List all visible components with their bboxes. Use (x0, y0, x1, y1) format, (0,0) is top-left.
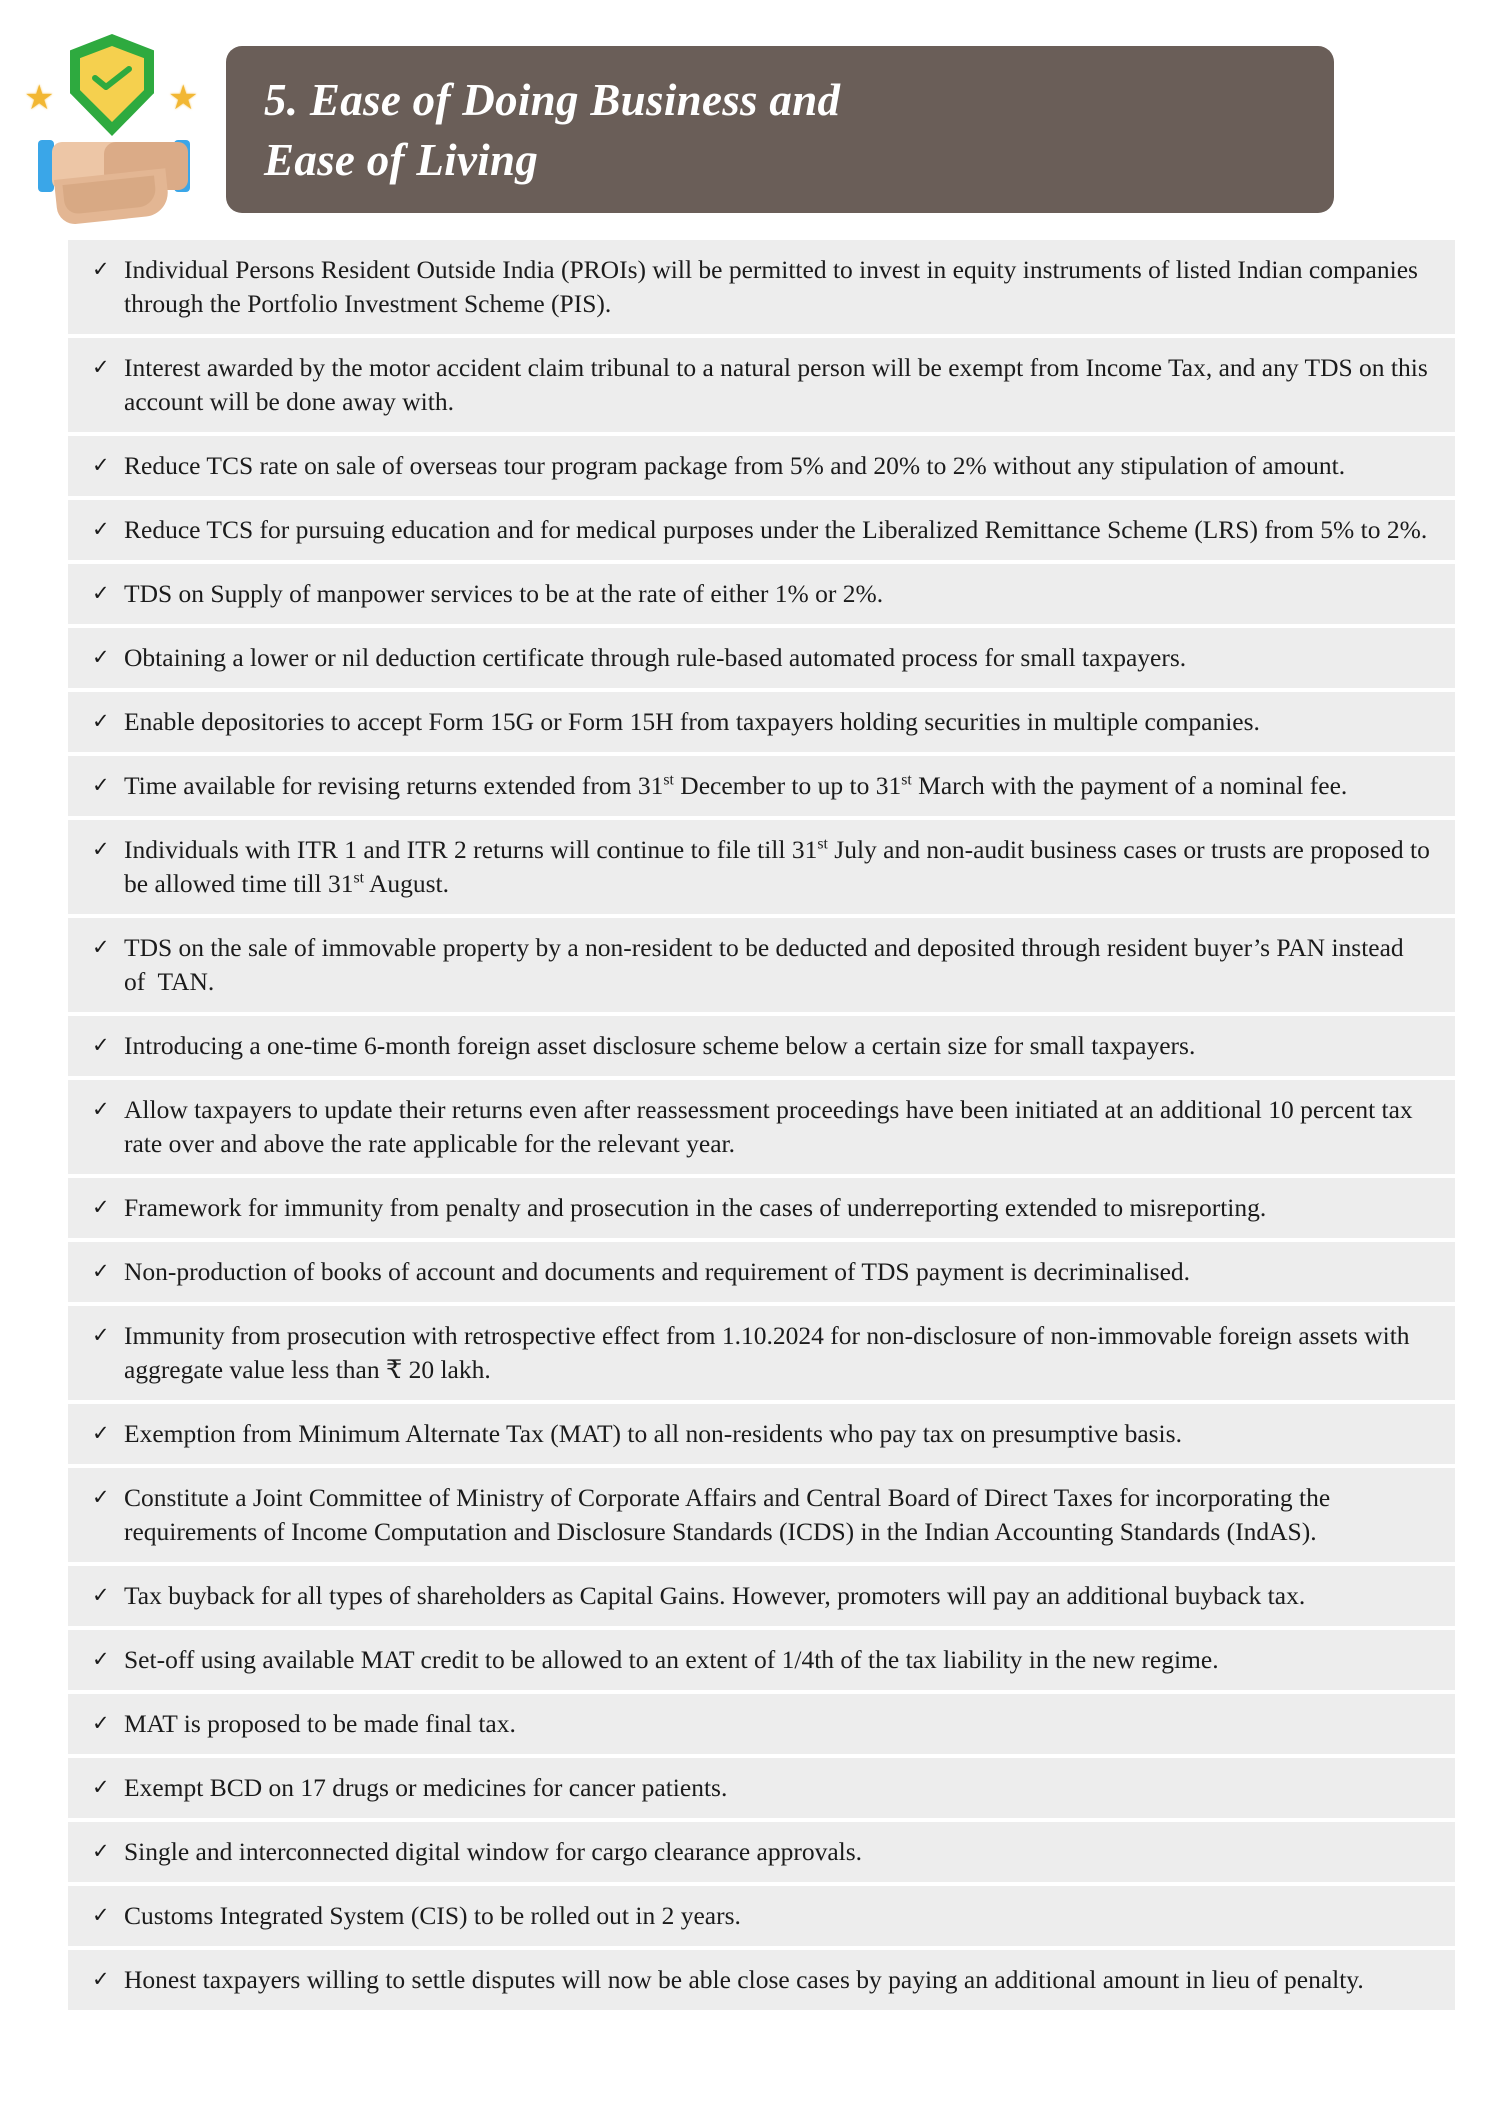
list-item (68, 1242, 1455, 1302)
page-title-line-2: Ease of Living (264, 135, 539, 185)
star-left-icon: ★ (24, 80, 55, 117)
list-item-text: Individual Persons Resident Outside India (PROIs) will be permitted to invest in equity instruments of listed Indian companies through the Portfolio Investment Scheme (PIS). (124, 255, 1418, 318)
list-item (68, 1950, 1455, 2010)
check-bullet-icon: ✓ (92, 1323, 110, 1347)
check-bullet-icon: ✓ (92, 935, 110, 959)
page-header (0, 0, 1500, 238)
check-bullet-icon: ✓ (92, 453, 110, 477)
list-item-text: Exemption from Minimum Alternate Tax (MAT) to all non-residents who pay tax on presumptive basis. (124, 1419, 1182, 1448)
check-bullet-icon: ✓ (92, 645, 110, 669)
list-item-text: Individuals with ITR 1 and ITR 2 returns will continue to file till 31st July and non-audit business cases or trusts are proposed to be allowed time till 31st August. (124, 835, 1430, 898)
check-bullet-icon: ✓ (92, 581, 110, 605)
list-item-text: Immunity from prosecution with retrospective effect from 1.10.2024 for non-disclosure of non-immovable foreign assets with aggregate value less than ₹ 20 lakh. (124, 1321, 1410, 1384)
check-bullet-icon: ✓ (92, 1903, 110, 1927)
list-item-text: Exempt BCD on 17 drugs or medicines for cancer patients. (124, 1773, 728, 1802)
check-bullet-icon: ✓ (92, 1647, 110, 1671)
list-item (68, 564, 1455, 624)
check-bullet-icon: ✓ (92, 1421, 110, 1445)
list-item (68, 436, 1455, 496)
list-item-text: Interest awarded by the motor accident claim tribunal to a natural person will be exempt from Income Tax, and any TDS on this account will be done away with. (124, 353, 1428, 416)
list-item (68, 820, 1455, 914)
list-item-text: Time available for revising returns extended from 31st December to up to 31st March with the payment of a nominal fee. (124, 771, 1348, 800)
page-title-line-1: 5. Ease of Doing Business and (264, 75, 841, 125)
list-item (68, 1016, 1455, 1076)
check-bullet-icon: ✓ (92, 257, 110, 281)
list-item-text: Honest taxpayers willing to settle disputes will now be able close cases by paying an additional amount in lieu of penalty. (124, 1965, 1364, 1994)
list-item-text: Non-production of books of account and documents and requirement of TDS payment is decriminalised. (124, 1257, 1191, 1286)
check-mark-icon (92, 66, 132, 90)
check-bullet-icon: ✓ (92, 1839, 110, 1863)
list-item-text: Customs Integrated System (CIS) to be rolled out in 2 years. (124, 1901, 741, 1930)
list-item-text: Set-off using available MAT credit to be allowed to an extent of 1/4th of the tax liability in the new regime. (124, 1645, 1219, 1674)
list-item-text: Constitute a Joint Committee of Ministry of Corporate Affairs and Central Board of Direct Taxes for incorporating the requirements of Income Computation and Disclosure Standards (ICDS) in the Indian Accounting Standards (IndAS). (124, 1483, 1331, 1546)
list-item (68, 1178, 1455, 1238)
list-item (68, 1468, 1455, 1562)
list-item-text: Framework for immunity from penalty and prosecution in the cases of underreporting extended to misreporting. (124, 1193, 1267, 1222)
list-item (68, 1630, 1455, 1690)
shield-check-handshake-icon (18, 22, 208, 222)
list-item (68, 1080, 1455, 1174)
list-item-text: TDS on Supply of manpower services to be at the rate of either 1% or 2%. (124, 579, 884, 608)
check-bullet-icon: ✓ (92, 1775, 110, 1799)
list-item (68, 692, 1455, 752)
list-item (68, 1306, 1455, 1400)
check-bullet-icon: ✓ (92, 1485, 110, 1509)
list-item-text: Enable depositories to accept Form 15G or Form 15H from taxpayers holding securities in multiple companies. (124, 707, 1260, 736)
check-bullet-icon: ✓ (92, 1967, 110, 1991)
check-bullet-icon: ✓ (92, 1711, 110, 1735)
list-item-text: Introducing a one-time 6-month foreign asset disclosure scheme below a certain size for small taxpayers. (124, 1031, 1196, 1060)
check-bullet-icon: ✓ (92, 1097, 110, 1121)
list-item-text: Reduce TCS rate on sale of overseas tour program package from 5% and 20% to 2% without any stipulation of amount. (124, 451, 1346, 480)
handshake-icon (22, 134, 207, 226)
list-item-text: Allow taxpayers to update their returns even after reassessment proceedings have been initiated at an additional 10 percent tax rate over and above the rate applicable for the relevant year. (124, 1095, 1413, 1158)
list-item-text: Single and interconnected digital window for cargo clearance approvals. (124, 1837, 863, 1866)
check-bullet-icon: ✓ (92, 1259, 110, 1283)
list-item-text: Tax buyback for all types of shareholders as Capital Gains. However, promoters will pay an additional buyback tax. (124, 1581, 1306, 1610)
check-bullet-icon: ✓ (92, 1583, 110, 1607)
list-item (68, 1566, 1455, 1626)
list-item (68, 1758, 1455, 1818)
list-item (68, 1886, 1455, 1946)
list-item (68, 338, 1455, 432)
list-item-text: Reduce TCS for pursuing education and for medical purposes under the Liberalized Remittance Scheme (LRS) from 5% to 2%. (124, 515, 1428, 544)
check-bullet-icon: ✓ (92, 773, 110, 797)
check-bullet-icon: ✓ (92, 1033, 110, 1057)
list-item (68, 756, 1455, 816)
list-item (68, 918, 1455, 1012)
check-bullet-icon: ✓ (92, 517, 110, 541)
star-right-icon: ★ (168, 80, 199, 117)
list-item (68, 1404, 1455, 1464)
section-title-plaque (226, 46, 1334, 213)
list-item-text: MAT is proposed to be made final tax. (124, 1709, 516, 1738)
budget-points-list (68, 240, 1455, 2014)
check-bullet-icon: ✓ (92, 709, 110, 733)
list-item (68, 628, 1455, 688)
list-item (68, 240, 1455, 334)
list-item (68, 1822, 1455, 1882)
check-bullet-icon: ✓ (92, 355, 110, 379)
list-item (68, 1694, 1455, 1754)
list-item (68, 500, 1455, 560)
list-item-text: TDS on the sale of immovable property by a non-resident to be deducted and deposited through resident buyer’s PAN instead of TAN. (124, 933, 1404, 996)
list-item-text: Obtaining a lower or nil deduction certificate through rule-based automated process for small taxpayers. (124, 643, 1187, 672)
check-bullet-icon: ✓ (92, 837, 110, 861)
check-bullet-icon: ✓ (92, 1195, 110, 1219)
